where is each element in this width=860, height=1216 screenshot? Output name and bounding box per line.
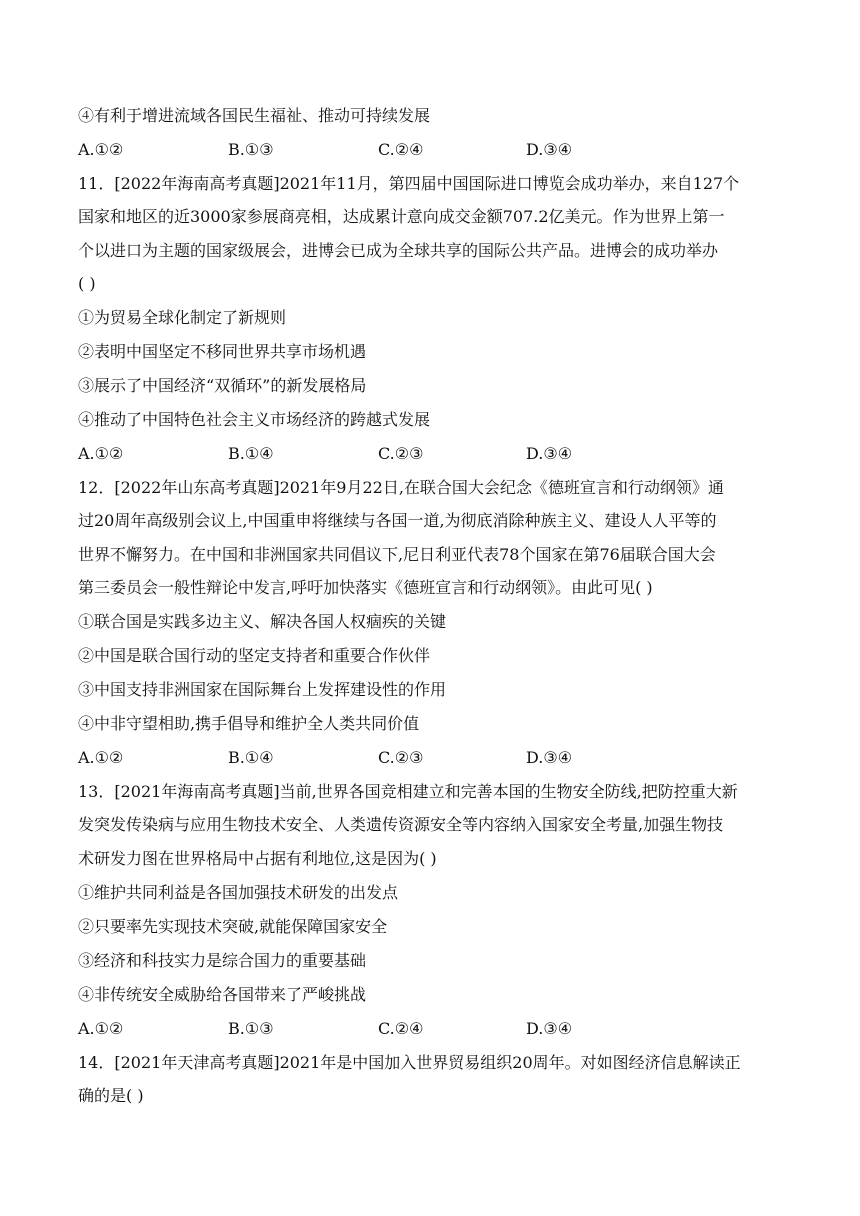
question-12-text: 12．[2022年山东高考真题]2021年9月22日,在联合国大会纪念《德班宣言和行动纲领》通 [78,478,724,497]
option-statement: ②表明中国坚定不移同世界共享市场机遇 [78,342,367,361]
question-11-text: 个以进口为主题的国家级展会，进博会已成为全球共享的国际公共产品。进博会的成功举办 [78,241,719,260]
question-13-text: 发突发传染病与应用生物技术安全、人类遗传资源安全等内容纳入国家安全考量,加强生物技 [78,815,724,834]
option-b: B.①④ [228,444,274,463]
question-12-text: 过20周年高级别会议上,中国重申将继续与各国一道,为彻底消除种族主义、建设人人平等的 [78,511,717,530]
answer-blank: ( ) [78,274,96,293]
option-statement: ①为贸易全球化制定了新规则 [78,308,287,327]
option-a: A.①② [78,748,124,767]
option-a: A.①② [78,1019,124,1038]
option-a: A.①② [78,140,124,159]
question-13-text: 13．[2021年海南高考真题]当前,世界各国竞相建立和完善本国的生物安全防线,把防控重大新 [78,782,738,801]
option-statement: ②中国是联合国行动的坚定支持者和重要合作伙伴 [78,646,431,665]
option-c: C.②④ [378,1019,424,1038]
option-statement: ②只要率先实现技术突破,就能保障国家安全 [78,917,388,936]
question-12-text: 世界不懈努力。在中国和非洲国家共同倡议下,尼日利亚代表78个国家在第76届联合国大会 [78,545,716,564]
option-d: D.③④ [526,1019,573,1038]
question-14-text: 确的是( ) [78,1086,144,1105]
option-statement: ④中非守望相助,携手倡导和维护全人类共同价值 [78,714,420,733]
question-13-text: 术研发力图在世界格局中占据有利地位,这是因为( ) [78,849,437,868]
option-c: C.②④ [378,140,424,159]
option-b: B.①③ [228,1019,274,1038]
option-d: D.③④ [526,444,573,463]
option-b: B.①③ [228,140,274,159]
option-statement: ③经济和科技实力是综合国力的重要基础 [78,951,367,970]
question-11-text: 11．[2022年海南高考真题]2021年11月，第四届中国国际进口博览会成功举办，来自127个 [78,174,740,193]
option-statement: ①联合国是实践多边主义、解决各国人权痼疾的关键 [78,612,447,631]
option-c: C.②③ [378,444,424,463]
option-d: D.③④ [526,140,573,159]
option-statement: ④推动了中国特色社会主义市场经济的跨越式发展 [78,410,431,429]
question-11-text: 国家和地区的近3000家参展商亮相，达成累计意向成交金额707.2亿美元。作为世界上第一 [78,207,725,226]
option-d: D.③④ [526,748,573,767]
option-a: A.①② [78,444,124,463]
option-c: C.②③ [378,748,424,767]
option-statement: ③展示了中国经济“双循环”的新发展格局 [78,376,367,395]
option-statement: ③中国支持非洲国家在国际舞台上发挥建设性的作用 [78,680,447,699]
option-statement: ①维护共同利益是各国加强技术研发的出发点 [78,883,399,902]
option-statement: ④非传统安全威胁给各国带来了严峻挑战 [78,985,367,1004]
option-statement: ④有利于增进流域各国民生福祉、推动可持续发展 [78,106,431,125]
question-12-text: 第三委员会一般性辩论中发言,呼吁加快落实《德班宣言和行动纲领》。由此可见( ) [78,578,653,597]
option-b: B.①④ [228,748,274,767]
question-14-text: 14．[2021年天津高考真题]2021年是中国加入世界贸易组织20周年。对如图经济信息解读正 [78,1053,741,1072]
